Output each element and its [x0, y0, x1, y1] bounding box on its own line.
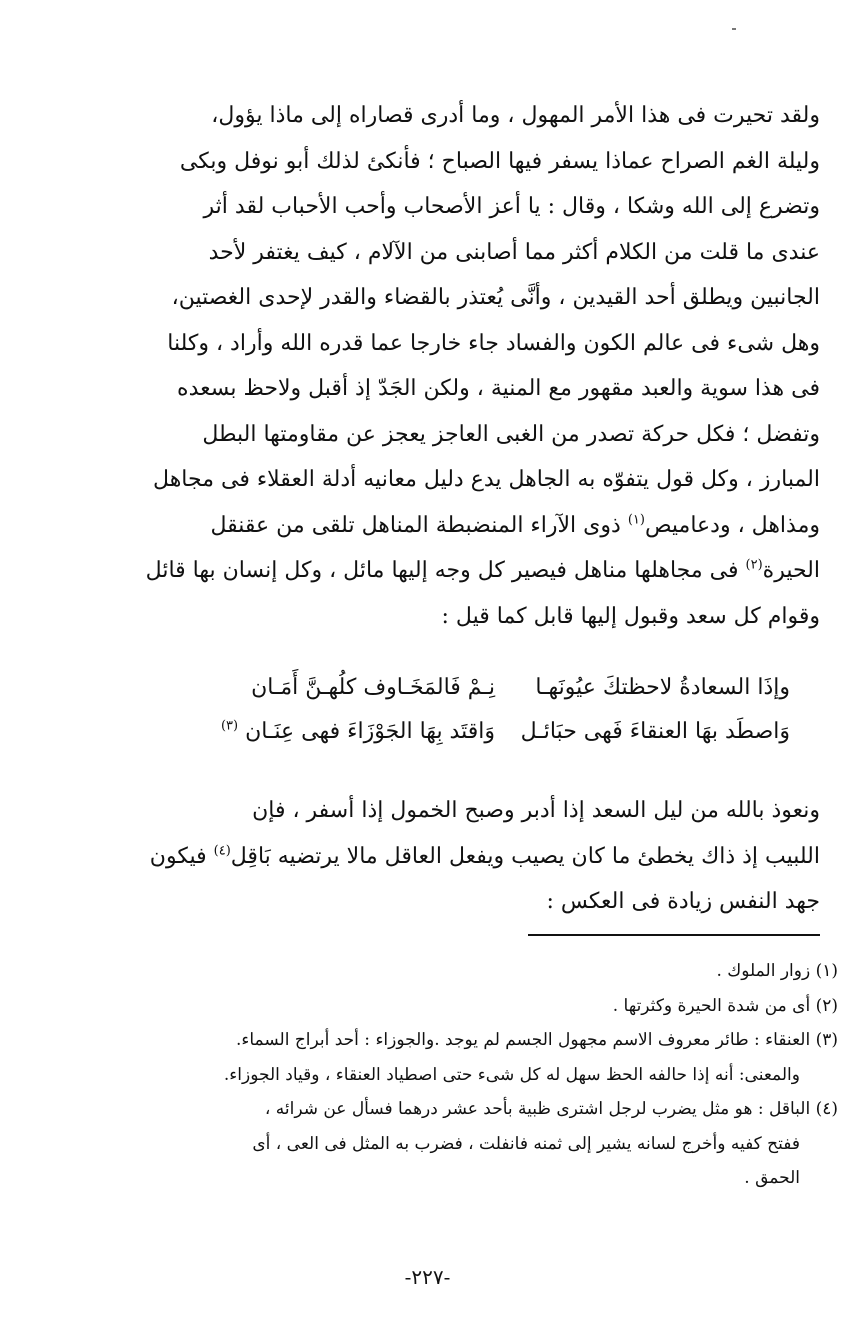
- text-line: الجانبين ويطلق أحد القيدين ، وأنَّى يُعتذر بالقضاء والقدر لإحدى الغصتين،: [171, 285, 820, 310]
- text-fragment: الحيرة: [762, 558, 820, 583]
- verse-line-2: [150, 719, 790, 763]
- verse-line-1: [150, 675, 790, 719]
- poem-verse: [150, 675, 790, 765]
- text-line: وهل شىء فى عالم الكون والفساد جاء خارجا عما قدره الله وأراد ، وكلنا: [167, 330, 820, 356]
- footnote-continuation: الحمق .: [744, 1168, 800, 1188]
- text-fragment: اللبيب إذ ذاك يخطئ ما كان يصيب ويفعل العاقل مالا يرتضيه بَاقِل: [230, 843, 820, 869]
- text-line: ولقد تحيرت فى هذا الأمر المهول ، وما أدرى قصاراه إلى ماذا يؤول،: [211, 103, 820, 128]
- footnotes: [98, 954, 838, 1196]
- text-line: [98, 503, 820, 549]
- text-fragment: ومذاهل ، ودعاميص: [644, 512, 820, 538]
- text-line: عندى ما قلت من الكلام أكثر مما أصابنى من الآلام ، كيف يغتفر لأحد: [208, 239, 820, 265]
- verse-second-hemistich: [221, 719, 495, 744]
- text-line: وقوام كل سعد وقبول إليها قابل كما قيل :: [441, 603, 820, 629]
- verse-first-hemistich: وإذَا السعادةُ لاحظتكَ عيُونَهـا: [535, 675, 790, 700]
- text-line: [98, 548, 820, 594]
- text-fragment: ذوى الآراء المنضبطة المناهل تلقى من عقنقل: [210, 512, 621, 538]
- footnote: (١) زوار الملوك .: [716, 961, 838, 981]
- footnote: (٤) الباقل : هو مثل يضرب لرجل اشترى ظبية بأحد عشر درهما فسأل عن شرائه ،: [264, 1099, 838, 1119]
- page-number: -٢٢٧-: [404, 1265, 451, 1289]
- main-paragraph: [98, 93, 820, 639]
- scan-speck: [732, 28, 736, 30]
- text-line: المبارز ، وكل قول يتفوّه به الجاهل يدع دليل معانيه أدلة العقلاء فى مجاهل: [153, 467, 820, 492]
- text-line: وتضرع إلى الله وشكا ، وقال : يا أعز الأصحاب وأحب الأحباب لقد أثر: [203, 194, 820, 219]
- verse-first-hemistich: وَاصطَد بهَا العنقاءَ فَهى حبَائـل: [520, 719, 790, 744]
- text-fragment: وَاقتَد بِهَا الجَوْزَاءَ فهى عِنَـان: [245, 719, 495, 744]
- text-line: [98, 834, 820, 880]
- text-fragment: فيكون: [149, 843, 207, 869]
- second-paragraph: [98, 788, 820, 925]
- footnote-mark-3: (٣): [220, 718, 239, 734]
- text-line: ونعوذ بالله من ليل السعد إذا أدبر وصبح الخمول إذا أسفر ، فإن: [252, 798, 820, 823]
- footnote-continuation: والمعنى: أنه إذا حالفه الحظ سهل له كل شىء حتى اصطياد العنقاء ، وقياد الجوزاء.: [223, 1064, 800, 1085]
- text-fragment: فى مجاهلها مناهل فيصير كل وجه إليها مائل ، وكل إنسان بها قائل: [145, 558, 739, 583]
- text-line: فى هذا سوية والعبد مقهور مع المنية ، ولكن الجَدّ إذ أقبل ولاحظ بسعده: [177, 376, 820, 401]
- footnote-separator: [528, 934, 820, 936]
- text-line: جهد النفس زيادة فى العكس :: [546, 889, 820, 914]
- footnote: (٢) أى من شدة الحيرة وكثرتها .: [612, 995, 838, 1016]
- footnote-mark-1: (١): [627, 512, 645, 528]
- footnote-continuation: ففتح كفيه وأخرج لسانه يشير إلى ثمنه فانفلت ، فضرب به المثل فى العى ، أى: [252, 1133, 800, 1154]
- verse-second-hemistich: نِـمْ فَالمَخَـاوف كلُهـنَّ أَمَـان: [251, 675, 495, 700]
- footnote-mark-4: (٤): [213, 843, 231, 859]
- footnote: (٣) العنقاء : طائر معروف الاسم مجهول الجسم لم يوجد .والجوزاء : أحد أبراج السماء.: [235, 1030, 838, 1050]
- footnote-mark-2: (٢): [745, 557, 763, 573]
- text-line: وليلة الغم الصراح عماذا يسفر فيها الصباح ؛ فأنكئ لذلك أبو نوفل وبكى: [179, 148, 820, 174]
- text-line: وتفضل ؛ فكل حركة تصدر من الغبى العاجز يعجز عن مقاومتها البطل: [202, 421, 820, 447]
